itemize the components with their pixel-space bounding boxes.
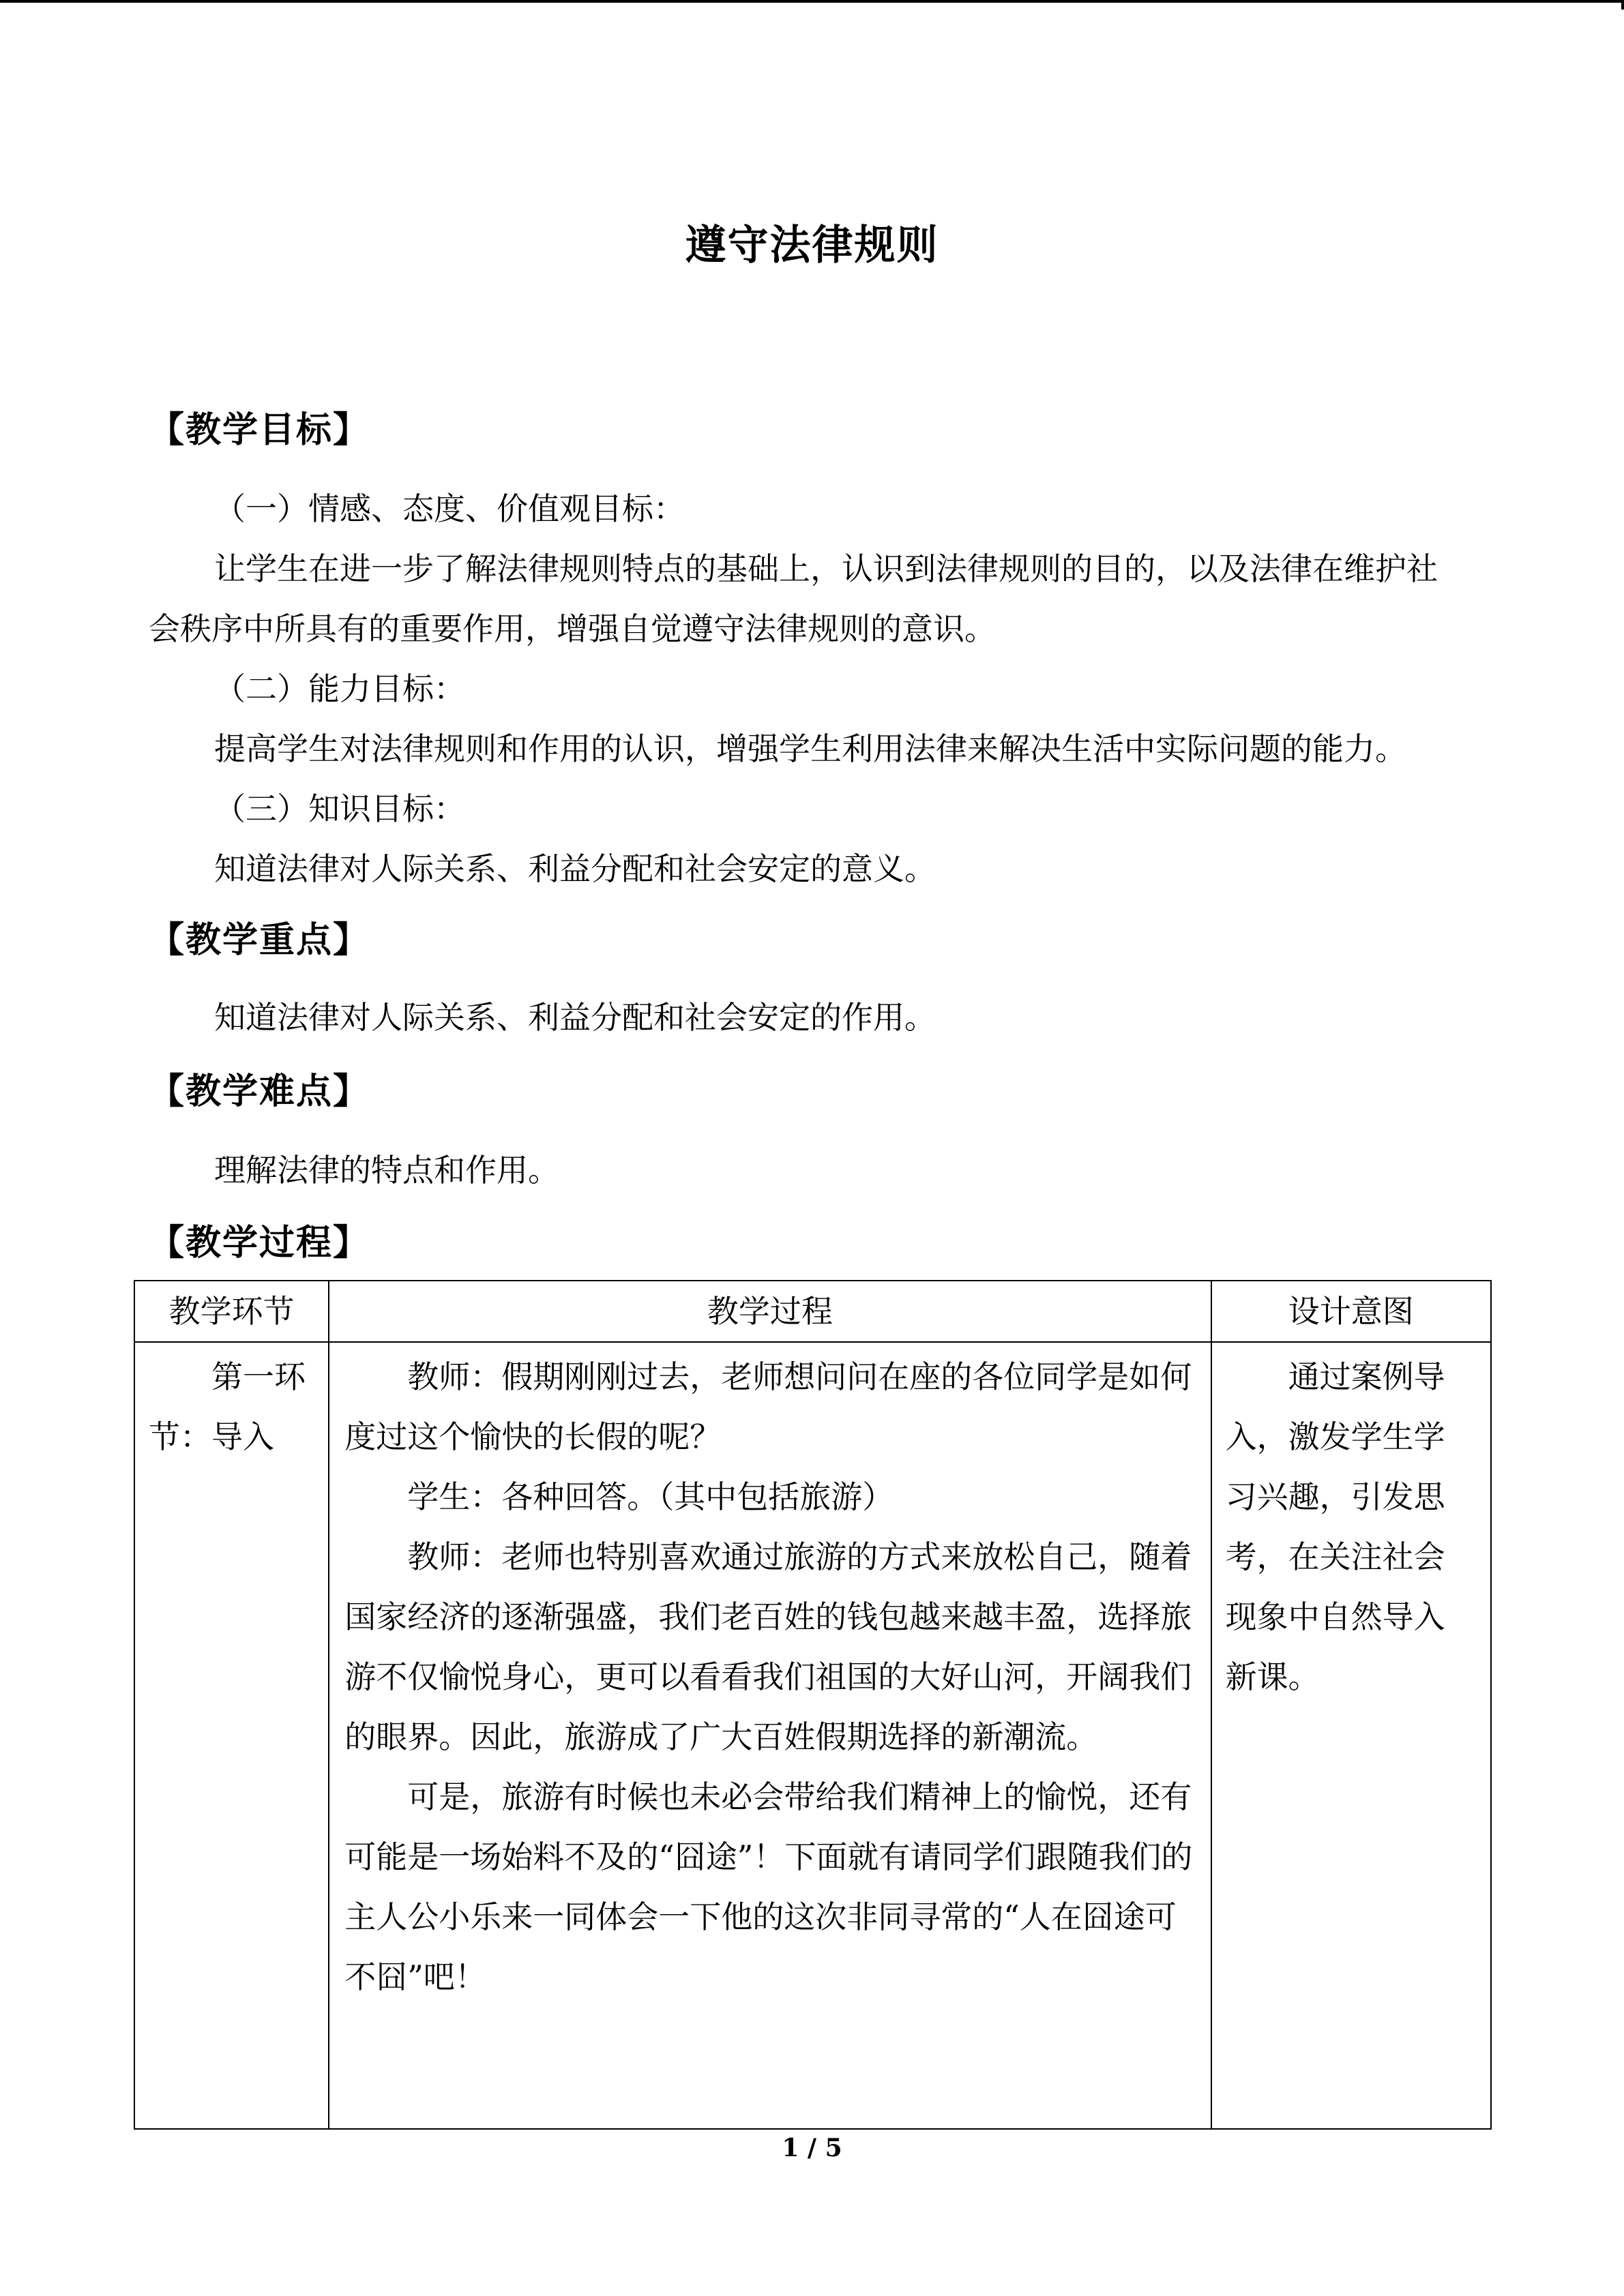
- header-stage: 教学环节: [134, 1281, 329, 1342]
- process-paragraph-3: 教师：老师也特别喜欢通过旅游的方式来放松自己，随着国家经济的逐渐强盛，我们老百姓的钱包越来越丰盈，选择旅游不仅愉悦身心，更可以看看我们祖国的大好山河，开阔我们的眼界。因此，旅游成了广大百姓假期选择的新潮流。: [344, 1538, 1192, 1755]
- key-points-heading: 【教学重点】: [149, 919, 370, 961]
- corner-mark: [1621, 0, 1624, 10]
- objectives-heading: 【教学目标】: [149, 409, 370, 451]
- objective-text-1: 让学生在进一步了解法律规则特点的基础上，认识到法律规则的目的，以及法律在维护社会秩序中所具有的重要作用，增强自觉遵守法律规则的意识。: [149, 550, 1438, 647]
- process-paragraph-1: 教师：假期刚刚过去，老师想问问在座的各位同学是如何度过这个愉快的长假的呢？: [344, 1358, 1192, 1455]
- intent-text: 通过案例导入，激发学生学习兴趣，引发思考，在关注社会现象中自然导入新课。: [1225, 1358, 1445, 1695]
- process-heading: 【教学过程】: [149, 1222, 370, 1264]
- difficulties-heading: 【教学难点】: [149, 1071, 370, 1112]
- difficulties-text: 理解法律的特点和作用。: [214, 1152, 559, 1189]
- stage-text: 第一环节：导入: [149, 1358, 306, 1455]
- objectives-list: [149, 479, 1462, 899]
- process-cell: [329, 1342, 1211, 2129]
- stage-cell: [134, 1342, 329, 2129]
- objective-text-2: 提高学生对法律规则和作用的认识，增强学生利用法律来解决生活中实际问题的能力。: [214, 730, 1406, 767]
- objective-text-3: 知道法律对人际关系、利益分配和社会安定的意义。: [214, 850, 936, 887]
- intent-cell: [1211, 1342, 1491, 2129]
- key-points-section: [149, 987, 1462, 1047]
- document-title: 遵守法律规则: [685, 222, 939, 269]
- process-paragraph-4: 可是，旅游有时候也未必会带给我们精神上的愉悦，还有可能是一场始料不及的“囧途”！下面就有请同学们跟随我们的主人公小乐来一同体会一下他的这次非同寻常的“人在囧途可不囧”吧！: [344, 1778, 1193, 1995]
- difficulties-section: [149, 1140, 1462, 1200]
- table-row: [134, 1342, 1491, 2129]
- objective-subheading-1: （一）情感、态度、价值观目标：: [214, 490, 685, 527]
- header-process: 教学过程: [329, 1281, 1211, 1342]
- teaching-process-table: [134, 1280, 1492, 2130]
- table-header-row: [134, 1281, 1491, 1342]
- page-number: 1 / 5: [782, 2134, 842, 2162]
- process-paragraph-2: 学生：各种回答。（其中包括旅游）: [407, 1478, 894, 1515]
- key-points-text: 知道法律对人际关系、利益分配和社会安定的作用。: [214, 999, 936, 1036]
- top-border: [0, 0, 1624, 3]
- header-intent: 设计意图: [1211, 1281, 1491, 1342]
- objective-subheading-2: （二）能力目标：: [214, 670, 465, 707]
- objective-subheading-3: （三）知识目标：: [214, 790, 465, 827]
